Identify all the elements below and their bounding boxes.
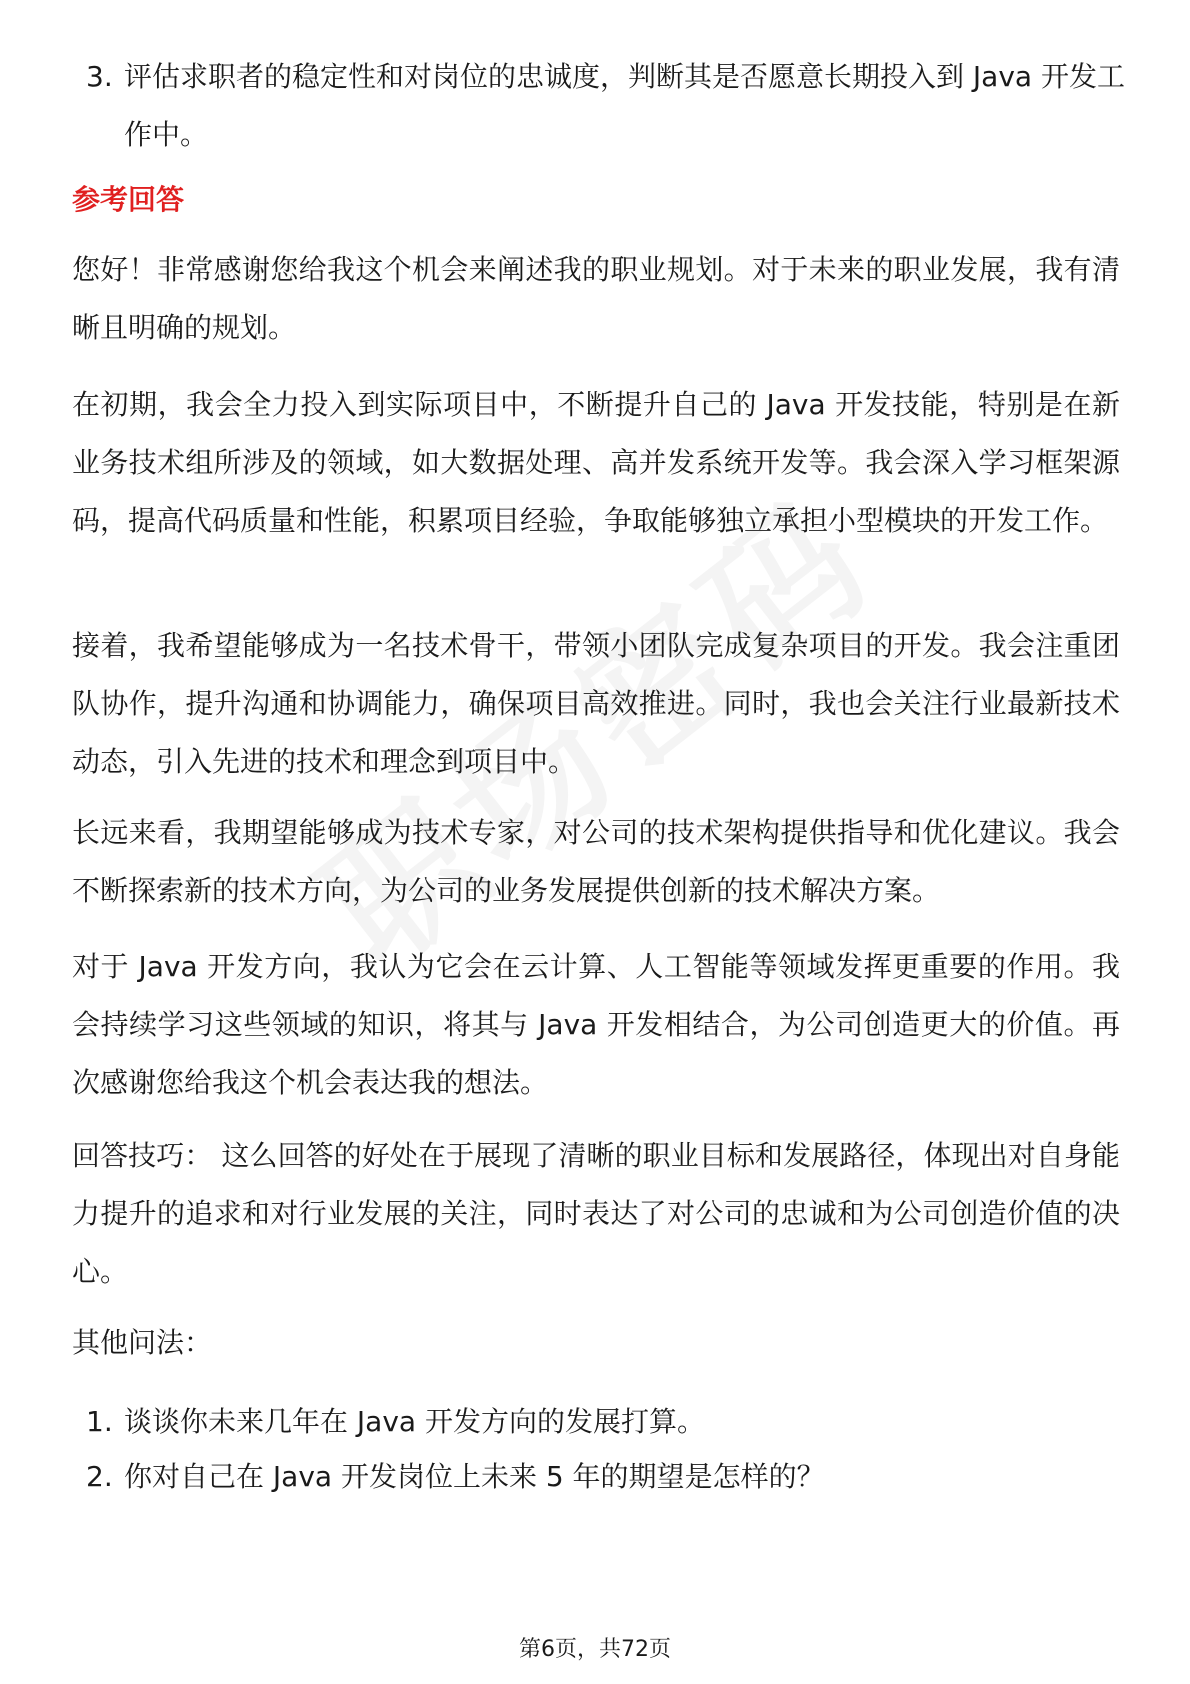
- list-text: 评估求职者的稳定性和对岗位的忠诚度，判断其是否愿意长期投入到 Java 开发工作中。: [124, 60, 1125, 151]
- section-heading: 参考回答: [72, 183, 185, 216]
- paragraph-answer-tips: 回答技巧： 这么回答的好处在于展现了清晰的职业目标和发展路径，体现出对自身能力提升的追求和对行业发展的关注，同时表达了对公司的忠诚和为公司创造价值的决心。: [72, 1139, 1120, 1288]
- list-number: 3.: [86, 60, 113, 93]
- paragraph-next-stage: 接着，我希望能够成为一名技术骨干，带领小团队完成复杂项目的开发。我会注重团队协作，提升沟通和协调能力，确保项目高效推进。同时，我也会关注行业最新技术动态，引入先进的技术和理念到项目中。: [72, 629, 1120, 778]
- paragraph-greeting: 您好！非常感谢您给我这个机会来阐述我的职业规划。对于未来的职业发展，我有清晰且明确的规划。: [72, 253, 1120, 344]
- other-questions-label: 其他问法：: [72, 1326, 213, 1359]
- list-item-other-question-2: [86, 1448, 1126, 1506]
- list-text: 谈谈你未来几年在 Java 开发方向的发展打算。: [124, 1405, 705, 1438]
- paragraph-long-term: 长远来看，我期望能够成为技术专家，对公司的技术架构提供指导和优化建议。我会不断探索新的技术方向，为公司的业务发展提供创新的技术解决方案。: [72, 816, 1120, 907]
- paragraph-initial-stage: 在初期，我会全力投入到实际项目中，不断提升自己的 Java 开发技能，特别是在新业务技术组所涉及的领域，如大数据处理、高并发系统开发等。我会深入学习框架源码，提高代码质量和性能，积累项目经验，争取能够独立承担小型模块的开发工作。: [72, 388, 1120, 537]
- paragraph-java-direction: 对于 Java 开发方向，我认为它会在云计算、人工智能等领域发挥更重要的作用。我会持续学习这些领域的知识，将其与 Java 开发相结合，为公司创造更大的价值。再次感谢您给我这个机会表达我的想法。: [72, 950, 1120, 1099]
- list-text: 你对自己在 Java 开发岗位上未来 5 年的期望是怎样的？: [124, 1460, 825, 1493]
- list-item-goal-3: [86, 48, 1126, 164]
- list-number: 1.: [86, 1405, 113, 1438]
- list-item-other-question-1: [86, 1393, 1126, 1451]
- page-footer: 第6页，共72页: [519, 1637, 671, 1662]
- list-number: 2.: [86, 1460, 113, 1493]
